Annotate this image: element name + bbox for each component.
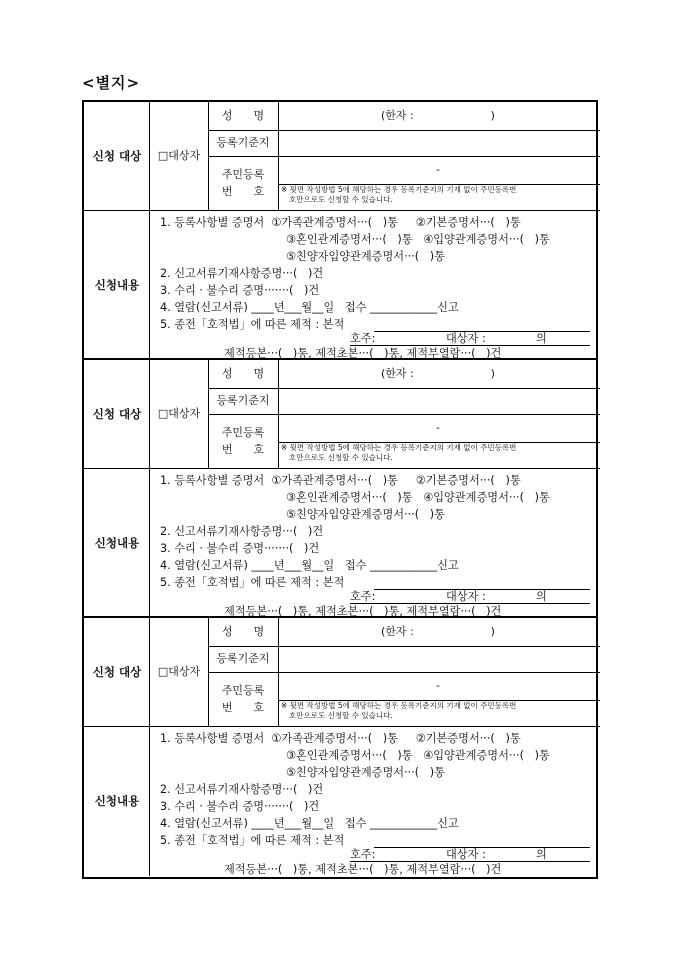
line-inspection: 4. 열람(신고서류) ____년___월__일 접수 ____________신고	[160, 559, 459, 572]
resident-number-label	[208, 672, 278, 726]
resident-number-label	[208, 414, 278, 468]
resident-label-line2: 번 호	[221, 442, 265, 456]
line-subject: 대상자 :	[446, 590, 486, 603]
line-removed-copies: 제적등본···( )통, 제적초본···( )통, 제적부열람···( )건	[224, 605, 502, 618]
line-certificates-3: ⑤친양자입양관계증명서···( )통	[286, 250, 445, 263]
resident-number-label	[208, 156, 278, 210]
line-removed-copies: 제적등본···( )통, 제적초본···( )통, 제적부열람···( )건	[224, 863, 502, 876]
line-certificates-2: ③혼인관계증명서···( )통 ④입양관계증명서···( )통	[286, 233, 550, 246]
application-block	[84, 102, 596, 360]
line-removed-copies: 제적등본···( )통, 제적초본···( )통, 제적부열람···( )건	[224, 347, 502, 360]
target-label: 신청 대상	[92, 149, 142, 163]
line-certificates: 1. 등록사항별 증명서 ①가족관계증명서···( )통 ②기본증명서···( )통	[160, 216, 521, 229]
resident-label-line1: 주민등록	[221, 425, 265, 439]
resident-number-field[interactable]: -	[436, 421, 440, 434]
target-label: 신청 대상	[92, 665, 142, 679]
line-removed-registry: 5. 종전「호적법」에 따른 제적 : 본적	[160, 834, 345, 847]
line-head-of-family: 호주:	[350, 332, 376, 345]
registration-base-label: 등록기준지	[216, 136, 270, 149]
line-removed-registry: 5. 종전「호적법」에 따른 제적 : 본적	[160, 576, 345, 589]
line-certificates: 1. 등록사항별 증명서 ①가족관계증명서···( )통 ②기본증명서···( )통	[160, 474, 521, 487]
line-acceptance: 3. 수리 · 불수리 증명·······( )건	[160, 284, 320, 297]
resident-note	[281, 701, 599, 725]
registration-base-field[interactable]	[278, 646, 598, 672]
resident-note-line1: ※ 뒷면 작성방법 5에 해당하는 경우 등록기준지의 기재 없이 주민등록번	[281, 443, 517, 452]
line-certificates-2: ③혼인관계증명서···( )통 ④입양관계증명서···( )통	[286, 491, 550, 504]
line-of: 의	[536, 848, 547, 861]
name-label: 성 명	[221, 625, 265, 638]
application-form	[82, 100, 598, 879]
line-subject: 대상자 :	[446, 848, 486, 861]
line-head-of-family: 호주:	[350, 848, 376, 861]
resident-note	[281, 443, 599, 467]
resident-number-field[interactable]: -	[436, 679, 440, 692]
resident-label-line2: 번 호	[221, 700, 265, 714]
resident-note-line2: 호만으로도 신청할 수 있습니다.	[289, 453, 393, 462]
subject-checkbox[interactable]: □대상자	[157, 149, 201, 162]
line-subject: 대상자 :	[446, 332, 486, 345]
line-report-items: 2. 신고서류기재사항증명···( )건	[160, 525, 324, 538]
subject-checkbox[interactable]: □대상자	[157, 665, 201, 678]
line-removed-registry: 5. 종전「호적법」에 따른 제적 : 본적	[160, 318, 345, 331]
registration-base-field[interactable]	[278, 130, 598, 156]
resident-note-line1: ※ 뒷면 작성방법 5에 해당하는 경우 등록기준지의 기재 없이 주민등록번	[281, 185, 517, 194]
name-label: 성 명	[221, 367, 265, 380]
registration-base-label: 등록기준지	[216, 394, 270, 407]
content-label: 신청내용	[94, 536, 140, 550]
resident-note-line1: ※ 뒷면 작성방법 5에 해당하는 경우 등록기준지의 기재 없이 주민등록번	[281, 701, 517, 710]
target-label: 신청 대상	[92, 407, 142, 421]
resident-label-line1: 주민등록	[221, 167, 265, 181]
line-of: 의	[536, 590, 547, 603]
line-certificates-3: ⑤친양자입양관계증명서···( )통	[286, 766, 445, 779]
line-certificates: 1. 등록사항별 증명서 ①가족관계증명서···( )통 ②기본증명서···( )통	[160, 732, 521, 745]
line-inspection: 4. 열람(신고서류) ____년___월__일 접수 ____________신고	[160, 301, 459, 314]
content-label: 신청내용	[94, 794, 140, 808]
resident-note-line2: 호만으로도 신청할 수 있습니다.	[289, 711, 393, 720]
line-certificates-2: ③혼인관계증명서···( )통 ④입양관계증명서···( )통	[286, 749, 550, 762]
content-label: 신청내용	[94, 278, 140, 292]
resident-label-line1: 주민등록	[221, 683, 265, 697]
line-acceptance: 3. 수리 · 불수리 증명·······( )건	[160, 542, 320, 555]
subject-checkbox[interactable]: □대상자	[157, 407, 201, 420]
resident-note	[281, 185, 599, 209]
application-block	[84, 618, 596, 877]
line-inspection: 4. 열람(신고서류) ____년___월__일 접수 ____________신고	[160, 817, 459, 830]
registration-base-label: 등록기준지	[216, 652, 270, 665]
line-report-items: 2. 신고서류기재사항증명···( )건	[160, 783, 324, 796]
hanja-field[interactable]: (한자 : )	[381, 625, 495, 638]
registration-base-field[interactable]	[278, 388, 598, 414]
resident-number-field[interactable]: -	[436, 163, 440, 176]
hanja-field[interactable]: (한자 : )	[381, 367, 495, 380]
line-certificates-3: ⑤친양자입양관계증명서···( )통	[286, 508, 445, 521]
line-report-items: 2. 신고서류기재사항증명···( )건	[160, 267, 324, 280]
application-block	[84, 360, 596, 618]
page-title: <별지>	[82, 74, 141, 92]
resident-note-line2: 호만으로도 신청할 수 있습니다.	[289, 195, 393, 204]
hanja-field[interactable]: (한자 : )	[381, 109, 495, 122]
name-label: 성 명	[221, 109, 265, 122]
resident-label-line2: 번 호	[221, 184, 265, 198]
line-acceptance: 3. 수리 · 불수리 증명·······( )건	[160, 800, 320, 813]
line-head-of-family: 호주:	[350, 590, 376, 603]
line-of: 의	[536, 332, 547, 345]
